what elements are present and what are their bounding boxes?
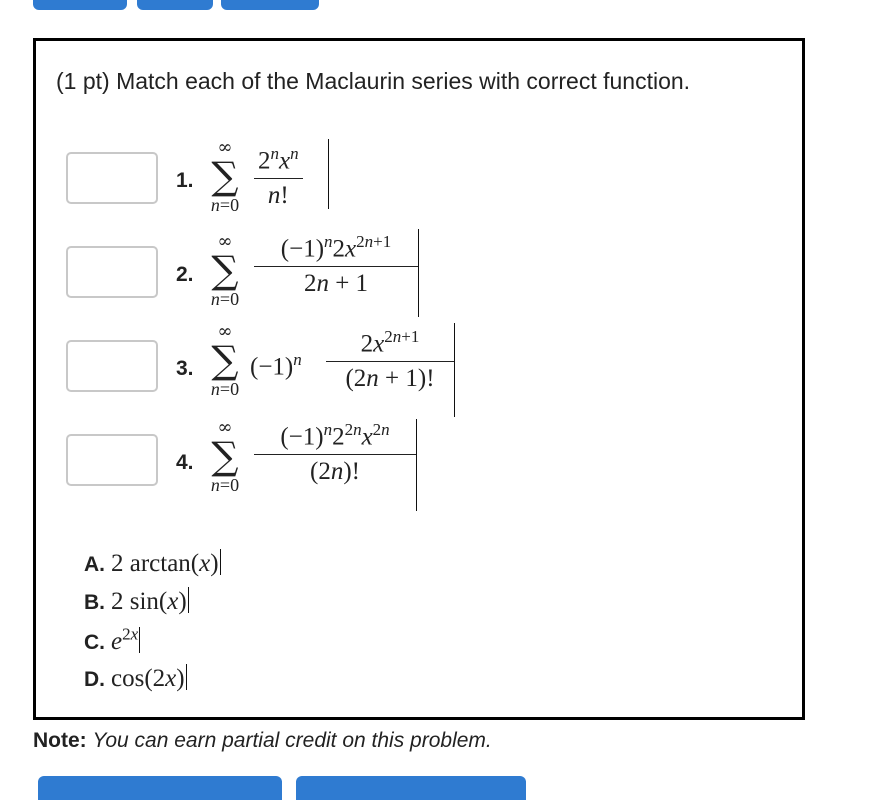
sum-symbol-3: ∞ ∑ n=0 — [210, 321, 240, 399]
series-term-2: $\frac{(-1)^n2x^{2n+1}}{2n + 1}$ — [254, 227, 418, 299]
option-a: A. 2 arctan(x) — [84, 550, 219, 577]
input-cursor-2 — [418, 229, 419, 317]
input-cursor-1 — [328, 139, 329, 209]
series-term-3: $\frac{2x^{2n+1}}{(2n + 1)!}$ — [326, 322, 454, 394]
option-b: B. 2 sin(x) — [84, 588, 187, 615]
note-label: Note: — [33, 729, 87, 752]
series-label-4: 4. — [176, 451, 194, 474]
series-label-3: 3. — [176, 357, 194, 380]
answer-input-3[interactable] — [66, 340, 158, 392]
problem-prompt: (1 pt) Match each of the Maclaurin series with correct function. — [56, 68, 691, 94]
top-button-3[interactable] — [221, 0, 319, 10]
partial-credit-note — [33, 729, 492, 753]
option-c: C. $e^{2x}$ — [84, 625, 139, 656]
series-label-1: 1. — [176, 169, 194, 192]
answer-input-1[interactable] — [66, 152, 158, 204]
top-button-1[interactable] — [33, 0, 127, 10]
top-button-2[interactable] — [137, 0, 213, 10]
problem-box — [33, 38, 805, 720]
sum-symbol-4: ∞ ∑ n=0 — [210, 417, 240, 495]
option-d: D. cos(2x) — [84, 665, 185, 692]
series-sign-3: $(-1)^n$ — [250, 350, 302, 381]
bottom-button-2[interactable] — [296, 776, 526, 800]
note-text: You can earn partial credit on this problem. — [92, 729, 492, 752]
sum-symbol-1: ∞ ∑ n=0 — [210, 137, 240, 215]
bottom-button-1[interactable] — [38, 776, 282, 800]
input-cursor-3 — [454, 323, 455, 417]
sum-symbol-2: ∞ ∑ n=0 — [210, 231, 240, 309]
series-term-4: $\frac{(-1)^n2^{2n}x^{2n}}{(2n)!}$ — [254, 415, 416, 487]
answer-input-4[interactable] — [66, 434, 158, 486]
series-label-2: 2. — [176, 263, 194, 286]
series-term-1: $2^nx^n$ n! — [254, 139, 303, 211]
input-cursor-4 — [416, 419, 417, 511]
answer-input-2[interactable] — [66, 246, 158, 298]
